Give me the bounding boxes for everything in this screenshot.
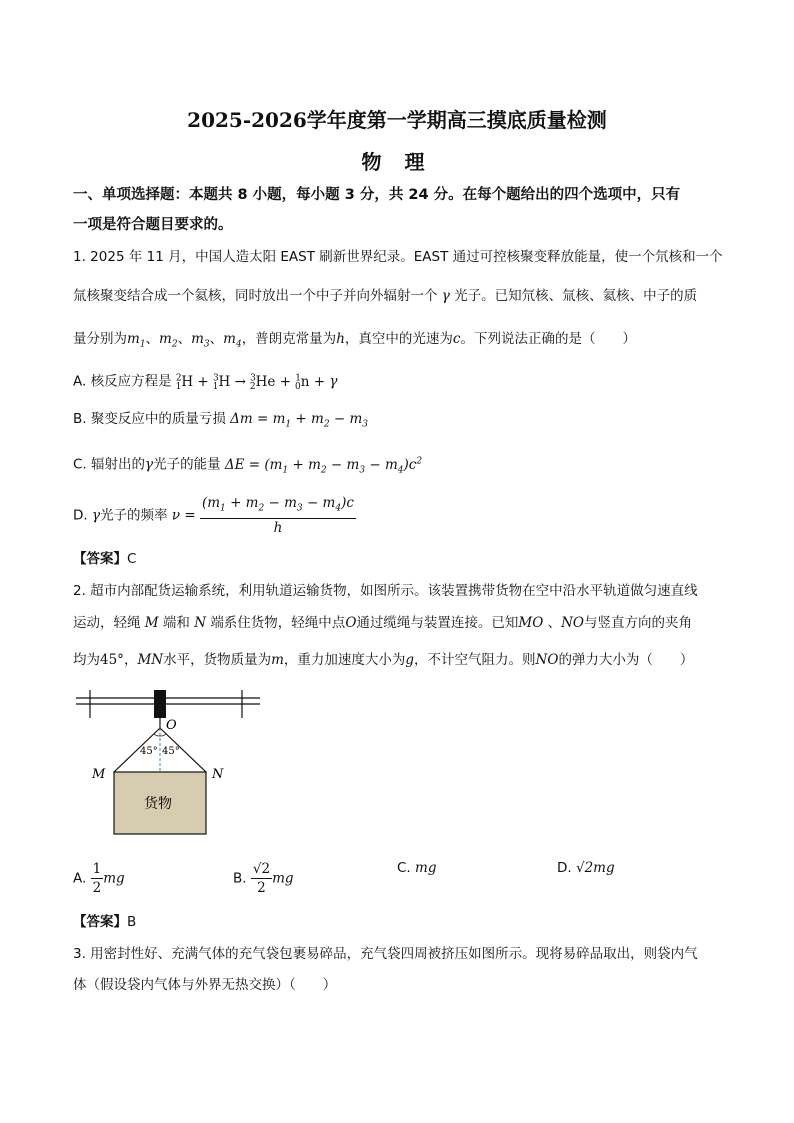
q2-option-d: D. √2mg xyxy=(557,860,615,876)
q3-stem-line2: 体（假设袋内气体与外界无热交换）（ ） xyxy=(73,977,337,993)
q1-stem-line3: 量分别为$m_1$、$m_2$、$m_3$、$m_4$，普朗克常量为h，真空中的光速为c。下列说法正确的是（ ） xyxy=(73,331,636,350)
q1-stem-line1: 1. 2025 年 11 月，中国人造太阳 EAST 刷新世界纪录。EAST 通过可控核聚变释放能量，使一个氘核和一个 xyxy=(73,249,723,265)
q1-option-a: A. 核反应方程是 $^2_1$H + $^3_1$H → $^3_2$He + $^1_0$n + γ xyxy=(73,373,338,393)
section-heading-line1: 一、单项选择题：本题共 8 小题，每小题 3 分，共 24 分。在每个题给出的四个选项中，只有 xyxy=(73,187,681,203)
q1-stem-line2: 氚核聚变结合成一个氦核，同时放出一个中子并向外辐射一个 γ 光子。已知氘核、氚核、氦核、中子的质 xyxy=(73,288,698,304)
q2-answer: 【答案】B xyxy=(73,914,137,930)
section-heading-line2: 一项是符合题目要求的。 xyxy=(73,217,233,233)
q2-figure xyxy=(70,684,270,844)
q2-option-c: C. mg xyxy=(397,860,437,876)
label-o: O xyxy=(166,718,177,733)
label-m: M xyxy=(92,767,106,782)
q1-option-c: C. 辐射出的γ光子的能量 $\Delta E = (m_1 + m_2 - m_3 - m_4)c^2$ xyxy=(73,456,423,476)
q2-stem-line1: 2. 超市内部配货运输系统，利用轨道运输货物，如图所示。该装置携带货物在空中沿水平轨道做匀速直线 xyxy=(73,583,698,599)
q2-stem-line3: 均为45°，MN水平，货物质量为m，重力加速度大小为g，不计空气阻力。则NO的弹力大小为（ ） xyxy=(73,652,694,668)
q2-stem-line2: 运动，轻绳 M 端和 N 端系住货物，轻绳中点O通过缆绳与装置连接。已知MO 、NO与竖直方向的夹角 xyxy=(73,615,692,631)
cargo-label: 货物 xyxy=(144,796,172,812)
label-n: N xyxy=(212,767,224,782)
q1-answer: 【答案】C xyxy=(73,551,137,567)
q3-stem-line1: 3. 用密封性好、充满气体的充气袋包裹易碎品，充气袋四周被挤压如图所示。现将易碎品取出，则袋内气 xyxy=(73,946,698,962)
carriage-block xyxy=(154,690,166,718)
q2-option-b: B. $\frac{√2}{2}$ mg xyxy=(233,861,294,896)
angle-arc-left xyxy=(154,734,160,736)
q1-option-d: D. γ光子的频率 ν = $\frac{(m_1 + m_2 - m_3 - m_4)c}{h}$ xyxy=(73,495,354,536)
angle-label-left: 45° xyxy=(140,746,158,757)
q1-option-b: B. 聚变反应中的质量亏损 $\Delta m = m_1 + m_2 - m_3$ xyxy=(73,411,368,430)
angle-arc-right xyxy=(160,734,166,736)
subject-title: 物 理 xyxy=(361,150,433,174)
exam-title: 2025-2026学年度第一学期高三摸底质量检测 xyxy=(187,108,607,132)
angle-label-right: 45° xyxy=(162,746,180,757)
q2-option-a: A. $\frac{1}{2}$ mg xyxy=(73,861,125,896)
